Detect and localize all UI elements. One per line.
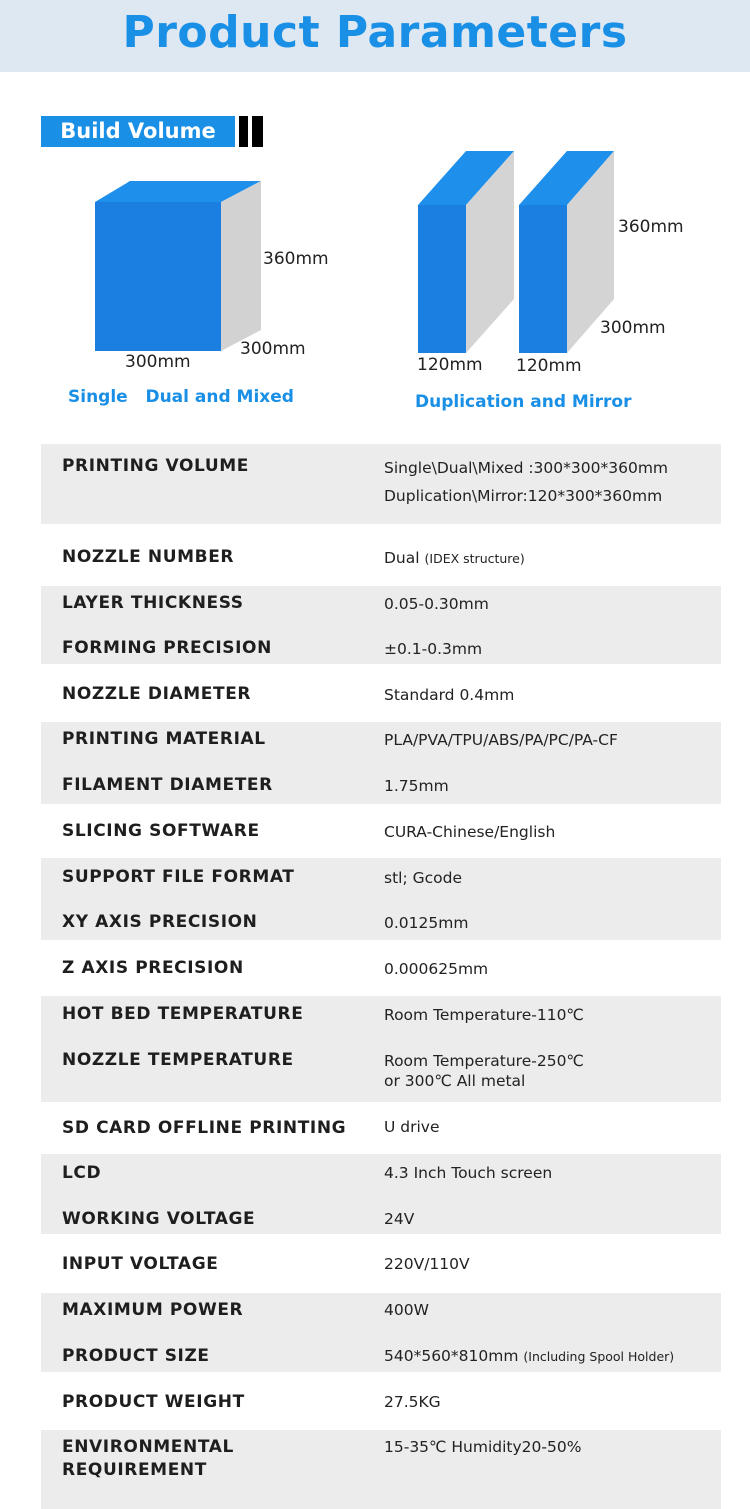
- dup-depth-label: 300mm: [600, 318, 666, 338]
- spec-value: ±0.1-0.3mm: [384, 640, 483, 658]
- spec-name: NOZZLE DIAMETER: [62, 684, 252, 704]
- spec-name: ENVIRONMENTAL: [62, 1437, 234, 1457]
- single-width-label: 300mm: [125, 352, 191, 372]
- spec-value: 540*560*810mm (Including Spool Holder): [384, 1347, 675, 1365]
- page-title: Product Parameters: [122, 7, 628, 58]
- spec-name: PRODUCT SIZE: [62, 1346, 210, 1366]
- spec-value: Single\Dual\Mixed :300*300*360mm: [384, 459, 669, 477]
- spec-name: PRINTING MATERIAL: [62, 729, 266, 749]
- spec-value: U drive: [384, 1118, 440, 1136]
- spec-value: 4.3 Inch Touch screen: [384, 1164, 553, 1182]
- spec-value: Room Temperature-110℃: [384, 1006, 584, 1024]
- spec-name: MAXIMUM POWER: [62, 1300, 244, 1320]
- spec-name: SLICING SOFTWARE: [62, 821, 260, 841]
- spec-value: 0.000625mm: [384, 960, 489, 978]
- build-volume-tag-label: Build Volume: [60, 119, 216, 143]
- spec-name-line2: REQUIREMENT: [62, 1460, 207, 1480]
- single-height-label: 360mm: [263, 249, 329, 269]
- spec-value: Dual (IDEX structure): [384, 549, 525, 567]
- spec-value: Room Temperature-250℃: [384, 1052, 584, 1070]
- spec-value: 400W: [384, 1301, 429, 1319]
- spec-value: 1.75mm: [384, 777, 449, 795]
- spec-value: 220V/110V: [384, 1255, 470, 1273]
- spec-value-line2: or 300℃ All metal: [384, 1072, 526, 1090]
- single-depth-label: 300mm: [240, 339, 306, 359]
- dup-width-label-1: 120mm: [417, 355, 483, 375]
- spec-name: PRODUCT WEIGHT: [62, 1392, 245, 1412]
- single-caption: Single Dual and Mixed: [68, 387, 294, 407]
- spec-value: 15-35℃ Humidity20-50%: [384, 1438, 582, 1456]
- spec-name: PRINTING VOLUME: [62, 456, 249, 476]
- spec-name: XY AXIS PRECISION: [62, 912, 258, 932]
- dup-caption: Duplication and Mirror: [415, 392, 632, 412]
- dup-height-label: 360mm: [618, 217, 684, 237]
- spec-name: FORMING PRECISION: [62, 638, 272, 658]
- spec-value: Standard 0.4mm: [384, 686, 515, 704]
- build-volume-diagram: [0, 0, 750, 430]
- spec-name: LCD: [62, 1163, 102, 1183]
- single-cube: [95, 181, 261, 351]
- dup-block-left: [418, 151, 514, 353]
- spec-name: FILAMENT DIAMETER: [62, 775, 273, 795]
- spec-name: INPUT VOLTAGE: [62, 1254, 219, 1274]
- spec-name: HOT BED TEMPERATURE: [62, 1004, 304, 1024]
- spec-name: SUPPORT FILE FORMAT: [62, 867, 295, 887]
- spec-name: LAYER THICKNESS: [62, 593, 244, 613]
- spec-value: PLA/PVA/TPU/ABS/PA/PC/PA-CF: [384, 731, 618, 749]
- spec-value: CURA-Chinese/English: [384, 823, 556, 841]
- spec-value: stl; Gcode: [384, 869, 462, 887]
- spec-value-line2: Duplication\Mirror:120*300*360mm: [384, 487, 663, 505]
- spec-name: NOZZLE TEMPERATURE: [62, 1050, 294, 1070]
- spec-name: SD CARD OFFLINE PRINTING: [62, 1118, 347, 1138]
- spec-value: 0.05-0.30mm: [384, 595, 489, 613]
- spec-name: NOZZLE NUMBER: [62, 547, 235, 567]
- dup-width-label-2: 120mm: [516, 356, 582, 376]
- spec-value: 27.5KG: [384, 1393, 441, 1411]
- spec-value: 0.0125mm: [384, 914, 469, 932]
- spec-value: 24V: [384, 1210, 415, 1228]
- spec-name: Z AXIS PRECISION: [62, 958, 244, 978]
- spec-name: WORKING VOLTAGE: [62, 1209, 256, 1229]
